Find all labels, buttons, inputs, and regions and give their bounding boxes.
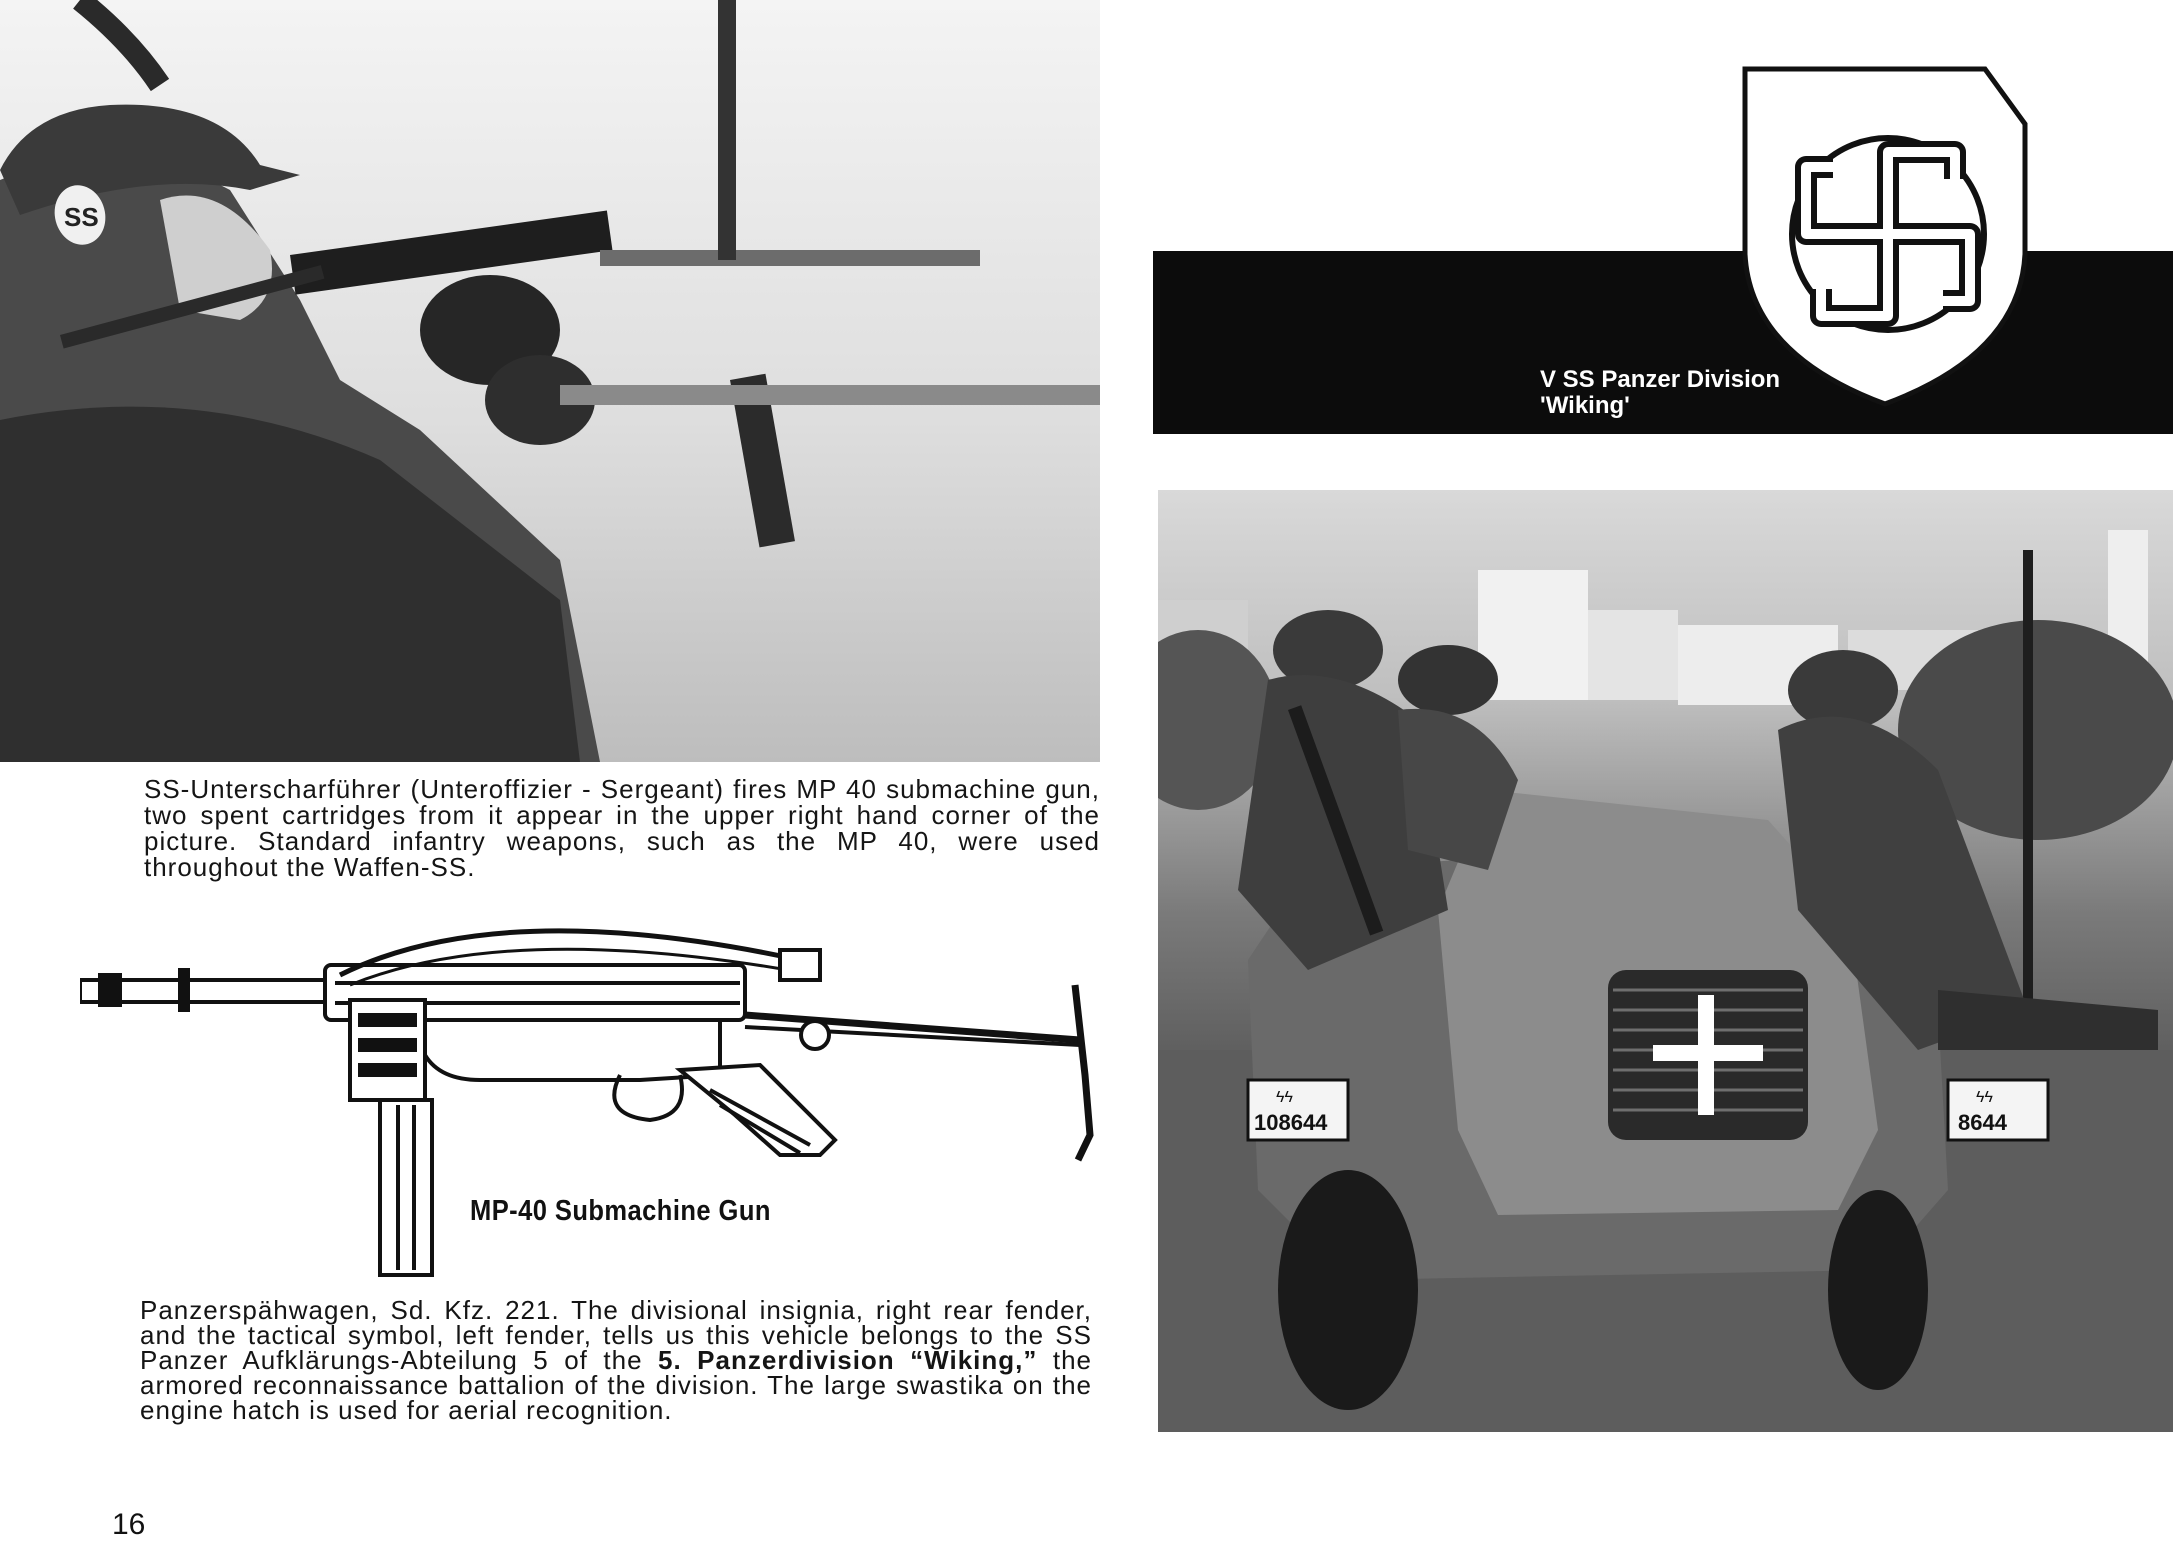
caption-soldier-photo: SS-Unterscharführer (Unteroffizier - Sergeant) fires MP 40 submachine gun, two spent cartridges from it appear in the upper right hand corner of the picture. Standard infantry weapons, such as the MP 40, were used throughout the Waffen-SS. — [144, 774, 1100, 882]
mp40-line-drawing — [80, 905, 1110, 1285]
photo-soldier-firing-mp40 — [0, 0, 1100, 762]
caption-armored-car-bold: 5. Panzerdivision “Wiking,” — [658, 1345, 1038, 1375]
page-number: 16 — [112, 1508, 146, 1541]
division-title: V SS Panzer Division 'Wiking' — [1540, 366, 1781, 419]
caption-armored-car-part-c: the armored reconnaissance battalion of the division. The large swastika on the engine hatch is used for aerial recognition. — [140, 1345, 1092, 1425]
plate-right-number-text: 8644 — [1958, 1110, 2007, 1135]
mp40-label: MP-40 Submachine Gun — [470, 1195, 771, 1227]
soldier-photo-drawing — [0, 0, 1100, 762]
caption-armored-car-part-a: Panzerspähwagen, Sd. Kfz. 221. The divisional insignia, right rear fender, and the tactical symbol, left fender, tells us this vehicle belongs to the SS Panzer Aufklärungs-Abteilung 5 of the — [140, 1295, 1092, 1375]
plate-left-number: 108644 — [1254, 1110, 1328, 1135]
photo-armored-car — [1158, 490, 2173, 1432]
wiking-sunwheel-shield-icon — [1740, 64, 2030, 414]
plate-right-prefix: ϟϟ — [1976, 1089, 1993, 1106]
plate-left-prefix: ϟϟ — [1276, 1089, 1293, 1106]
armored-car-photo-drawing — [1158, 490, 2173, 1432]
helmet-insignia-text: SS — [64, 202, 99, 232]
caption-armored-car — [140, 1295, 1092, 1425]
mp40-illustration — [80, 905, 1110, 1285]
